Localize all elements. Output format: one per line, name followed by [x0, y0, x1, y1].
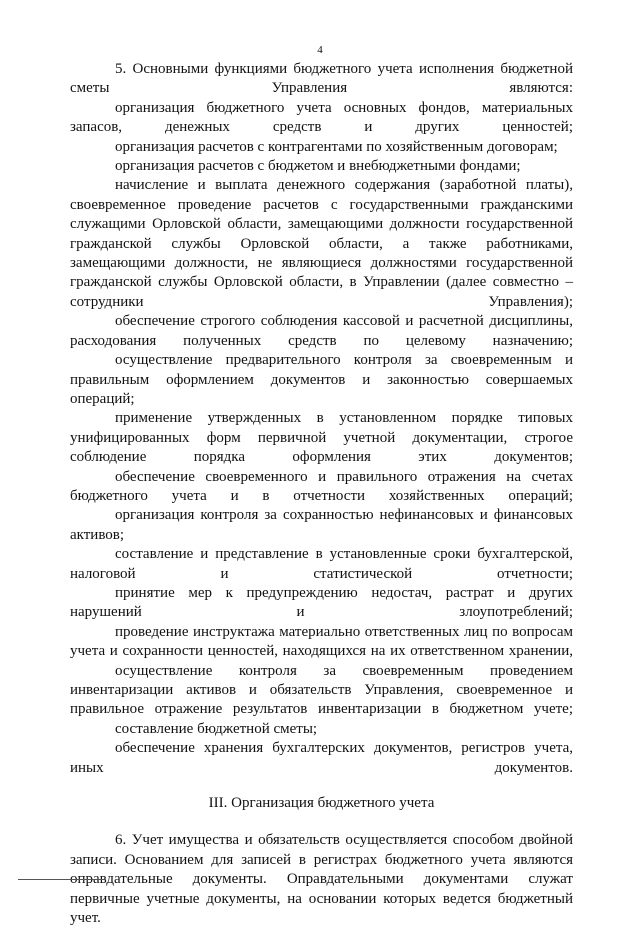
- list-item: организация контроля за сохранностью нефинансовых и финансовых активов;: [70, 507, 573, 543]
- list-item: принятие мер к предупреждению недостач, растрат и других нарушений и злоупотреблений;: [70, 584, 573, 621]
- footnote-separator: [18, 879, 106, 880]
- list-item: осуществление предварительного контроля за своевременным и правильным оформлением документов и законностью совершаемых операций;: [70, 352, 573, 407]
- list-item: составление бюджетной сметы;: [115, 720, 318, 737]
- list-item: начисление и выплата денежного содержания (заработной платы), своевременное проведение расчетов с государственными гражданскими служащими Орловской области, замещающими должности государственной гражданской службы Орловской области, а также работниками, замещающими должности, не являющиеся должностями государственной гражданской службы Орловской области, в Управлении (далее совместно – сотрудники Управления);: [70, 177, 573, 310]
- list-item: составление и представление в установленные сроки бухгалтерской, налоговой и статистической отчетности;: [70, 546, 573, 582]
- list-item: организация бюджетного учета основных фондов, материальных запасов, денежных средств и других ценностей;: [70, 99, 573, 136]
- page-number: 4: [317, 44, 323, 56]
- list-item: обеспечение своевременного и правильного отражения на счетах бюджетного учета и в отчетности хозяйственных операций;: [70, 468, 573, 504]
- document-body: [70, 60, 573, 928]
- section-heading: III. Организация бюджетного учета: [208, 795, 435, 812]
- paragraph-functions-intro: 5. Основными функциями бюджетного учета исполнения бюджетной сметы Управления являются:: [70, 61, 573, 97]
- list-item: обеспечение строгого соблюдения кассовой и расчетной дисциплины, расходования полученных средств по целевому назначению;: [70, 313, 573, 349]
- paragraph-accounting-method: 6. Учет имущества и обязательств осуществляется способом двойной записи. Основанием для записей в регистрах бюджетного учета являются оправдательные документы. Оправдательными документами служат первичные учетные документы, на основании которых ведется бюджетный учет.: [70, 832, 573, 927]
- list-item: обеспечение хранения бухгалтерских документов, регистров учета, иных документов.: [70, 740, 573, 776]
- list-item: осуществление контроля за своевременным проведением инвентаризации активов и обязательств Управления, своевременное и правильное отражение результатов инвентаризации в бюджетном учете;: [70, 662, 573, 718]
- list-item: применение утвержденных в установленном порядке типовых унифицированных форм первичной учетной документации, строгое соблюдение порядка оформления этих документов;: [70, 410, 573, 466]
- list-item: организация расчетов с бюджетом и внебюджетными фондами;: [115, 158, 521, 175]
- list-item: проведение инструктажа материально ответственных лиц по вопросам учета и сохранности ценностей, находящихся на их ответственном хранении,: [70, 623, 573, 660]
- list-item: организация расчетов с контрагентами по хозяйственным договорам;: [115, 138, 558, 155]
